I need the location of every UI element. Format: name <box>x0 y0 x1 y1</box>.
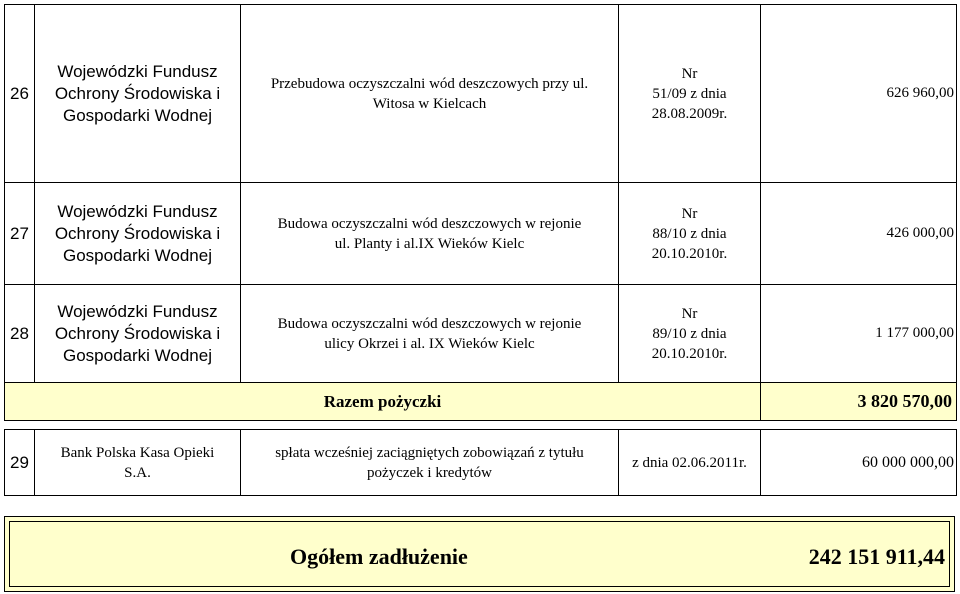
lender-line: Ochrony Środowiska i <box>54 83 221 103</box>
agreement-line: Nr <box>681 65 698 82</box>
purpose-line: Przebudowa oczyszczalni wód deszczowych przy ul. <box>270 75 589 92</box>
loan-amount: 626 960,00 <box>761 5 957 183</box>
agreement-date: z dnia 02.06.2011r. <box>619 430 761 496</box>
lender-line: Ochrony Środowiska i <box>54 323 221 343</box>
lender-name <box>35 183 241 285</box>
agreement-number <box>619 183 761 285</box>
table-row <box>5 5 957 183</box>
purpose-line: Witosa w Kielcach <box>372 95 487 112</box>
agreement-line: 28.08.2009r. <box>651 105 728 122</box>
loan-purpose <box>241 430 619 496</box>
row-number: 28 <box>5 285 35 383</box>
lender-line: Ochrony Środowiska i <box>54 223 221 243</box>
lender-line: Wojewódzki Fundusz <box>57 301 218 321</box>
spacer <box>5 421 957 430</box>
agreement-line: 88/10 z dnia <box>652 225 727 242</box>
lender-line: Gospodarki Wodnej <box>63 245 212 265</box>
loan-amount: 60 000 000,00 <box>761 430 957 496</box>
row-number: 29 <box>5 430 35 496</box>
lender-name <box>35 5 241 183</box>
purpose-line: Budowa oczyszczalni wód deszczowych w rejonie <box>277 215 582 232</box>
loan-amount: 426 000,00 <box>761 183 957 285</box>
purpose-line: ulicy Okrzei i al. IX Wieków Kielc <box>324 335 535 352</box>
total-debt-label: Ogółem zadłużenie <box>290 544 468 569</box>
loan-purpose <box>241 285 619 383</box>
agreement-line: 20.10.2010r. <box>651 245 728 262</box>
lender-line: Gospodarki Wodnej <box>63 345 212 365</box>
loan-purpose <box>241 183 619 285</box>
purpose-line: ul. Planty i al.IX Wieków Kielc <box>334 235 525 252</box>
agreement-line: Nr <box>681 205 698 222</box>
total-debt-box <box>4 516 955 592</box>
agreement-line: 89/10 z dnia <box>652 325 727 342</box>
loan-amount: 1 177 000,00 <box>761 285 957 383</box>
table-row <box>5 430 957 496</box>
table-row <box>5 285 957 383</box>
loan-sum-row <box>5 383 957 421</box>
lender-name <box>35 430 241 496</box>
lender-line: Wojewódzki Fundusz <box>57 61 218 81</box>
loan-sum-amount: 3 820 570,00 <box>761 383 957 421</box>
purpose-line: spłata wcześniej zaciągniętych zobowiązań z tytułu <box>275 444 584 461</box>
total-debt-frame <box>9 521 950 587</box>
total-debt-amount: 242 151 911,44 <box>808 544 945 569</box>
agreement-number <box>619 285 761 383</box>
row-number: 26 <box>5 5 35 183</box>
agreement-line: 20.10.2010r. <box>651 345 728 362</box>
lender-line: S.A. <box>124 464 151 481</box>
lender-line: Wojewódzki Fundusz <box>57 201 218 221</box>
loan-sum-label: Razem pożyczki <box>5 383 761 421</box>
debt-table <box>4 4 957 496</box>
loan-purpose <box>241 5 619 183</box>
agreement-line: Nr <box>681 305 698 322</box>
table-row <box>5 183 957 285</box>
agreement-line: 51/09 z dnia <box>652 85 727 102</box>
agreement-number <box>619 5 761 183</box>
purpose-line: pożyczek i kredytów <box>367 464 492 481</box>
row-number: 27 <box>5 183 35 285</box>
lender-line: Gospodarki Wodnej <box>63 105 212 125</box>
purpose-line: Budowa oczyszczalni wód deszczowych w rejonie <box>277 315 582 332</box>
lender-line: Bank Polska Kasa Opieki <box>60 444 215 461</box>
lender-name <box>35 285 241 383</box>
